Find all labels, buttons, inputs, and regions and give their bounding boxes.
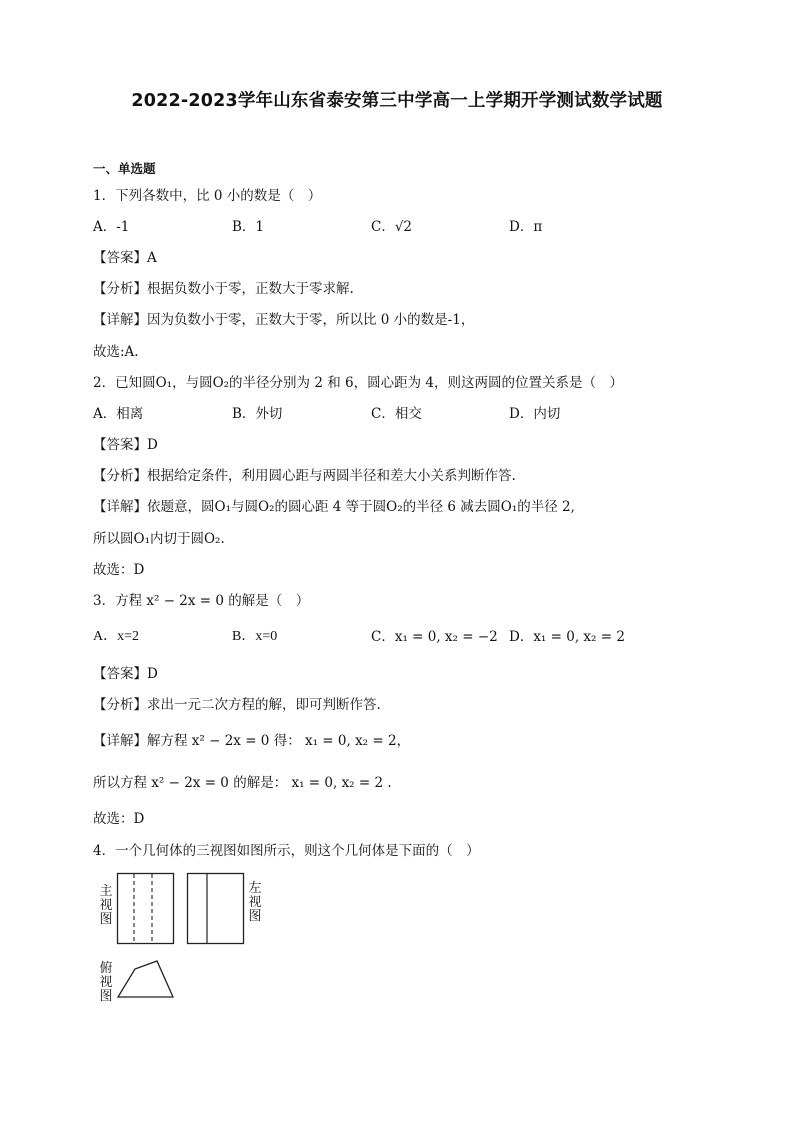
q3-option-a: A．x=2: [93, 629, 140, 644]
detail-text: 因为负数小于零，正数大于零，所以比 0 小的数是-1，: [147, 312, 475, 328]
front-view-label: [99, 885, 113, 927]
q4-stem: 4．一个几何体的三视图如图所示，则这个几何体是下面的（ ）: [93, 843, 480, 859]
q1-option-a: A．-1: [93, 219, 130, 235]
analysis-text: 根据给定条件，利用圆心距与两圆半径和差大小关系判断作答.: [147, 468, 516, 484]
q3-analysis: [93, 696, 381, 714]
q1-option-c: C．√2: [371, 219, 413, 235]
left-view-label-text: 左视图: [248, 881, 262, 924]
front-view-outline: [118, 874, 174, 944]
detail-tag: 【详解】: [93, 312, 147, 328]
q3-conclusion: 故选：D: [93, 811, 145, 827]
detail-text: 依题意，圆O₁与圆O₂的圆心距 4 等于圆O₂的半径 6 减去圆O₁的半径 2,: [147, 499, 575, 515]
analysis-tag: 【分析】: [93, 468, 147, 484]
top-view-quadrilateral: [118, 961, 173, 997]
top-view-label-text: 俯视图: [99, 961, 113, 1004]
left-view-label: [248, 882, 262, 924]
q1-detail: [93, 311, 474, 329]
q2-detail-continued: 所以圆O₁内切于圆O₂.: [93, 531, 225, 547]
q2-detail: [93, 498, 575, 516]
q3-answer: [93, 665, 158, 683]
left-view-outline: [188, 874, 244, 944]
q3-option-b: B．x=0: [232, 629, 278, 644]
q2-option-a: A．相离: [93, 406, 144, 422]
q3-stem: 3．方程 x² − 2x = 0 的解是（ ）: [93, 593, 310, 609]
q1-answer: [93, 249, 157, 267]
analysis-tag: 【分析】: [93, 697, 147, 713]
q3-option-c: C．x₁ = 0, x₂ = −2: [371, 629, 498, 645]
q2-conclusion: 故选：D: [93, 562, 145, 578]
analysis-text: 根据负数小于零，正数大于零求解.: [147, 281, 354, 297]
answer-tag: 【答案】: [93, 250, 147, 266]
detail-text: 解方程 x² − 2x = 0 得： x₁ = 0, x₂ = 2，: [147, 733, 411, 749]
q2-stem: 2．已知圆O₁，与圆O₂的半径分别为 2 和 6，圆心距为 4，则这两圆的位置关系是（ ）: [93, 375, 623, 391]
top-view-figure: [115, 958, 177, 1002]
front-view-figure: [116, 872, 176, 948]
q2-option-d: D．内切: [509, 406, 561, 422]
q1-conclusion: 故选:A.: [93, 344, 139, 360]
q2-option-c: C．相交: [371, 406, 422, 422]
answer-value: D: [147, 666, 158, 682]
q1-stem: 1．下列各数中，比 0 小的数是（ ）: [93, 188, 322, 204]
q3-detail: [93, 732, 410, 750]
front-view-label-text: 主视图: [99, 884, 113, 927]
section-heading: 一、单选题: [93, 161, 156, 176]
q3-option-d: D．x₁ = 0, x₂ = 2: [509, 629, 625, 645]
q1-option-d: D．π: [509, 219, 543, 235]
page-title: 2022-2023学年山东省泰安第三中学高一上学期开学测试数学试题: [131, 91, 663, 111]
left-view-figure: [186, 872, 246, 948]
q1-analysis: [93, 280, 354, 298]
answer-tag: 【答案】: [93, 666, 147, 682]
top-view-label: [99, 962, 113, 1004]
q3-detail-continued: 所以方程 x² − 2x = 0 的解是： x₁ = 0, x₂ = 2 .: [93, 775, 392, 791]
q2-analysis: [93, 467, 516, 485]
answer-tag: 【答案】: [93, 437, 147, 453]
detail-tag: 【详解】: [93, 499, 147, 515]
q2-answer: [93, 436, 158, 454]
detail-tag: 【详解】: [93, 733, 147, 749]
q2-option-b: B．外切: [232, 406, 283, 422]
answer-value: A: [147, 250, 157, 266]
q1-option-b: B．1: [232, 219, 265, 235]
analysis-text: 求出一元二次方程的解，即可判断作答.: [147, 697, 381, 713]
answer-value: D: [147, 437, 158, 453]
analysis-tag: 【分析】: [93, 281, 147, 297]
